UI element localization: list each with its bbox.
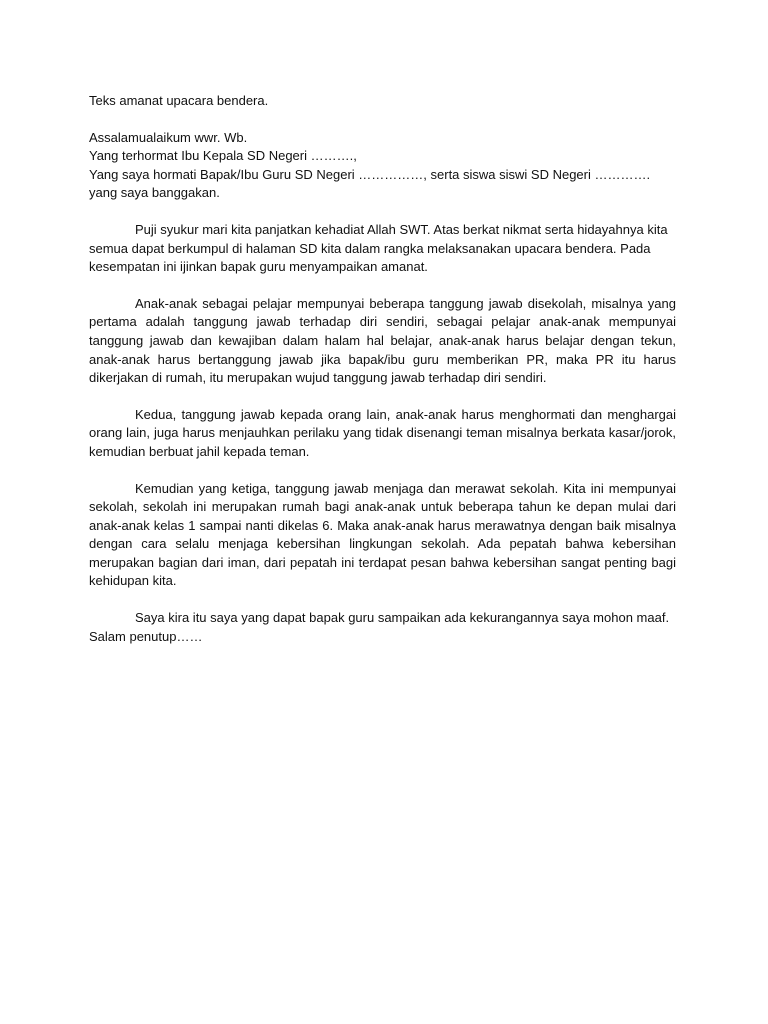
blank-line — [89, 388, 676, 406]
paragraph-responsibility-others: Kedua, tanggung jawab kepada orang lain, anak-anak harus menghormati dan menghargai orang lain, juga harus menjauhkan perilaku yang tidak disenangi teman misalnya berkata kasar/jorok, kemudian berbuat jahil kepada teman. — [89, 406, 676, 459]
paragraph-apology: Saya kira itu saya yang dapat bapak guru sampaikan ada kekurangannya saya mohon maaf. — [135, 610, 670, 626]
paragraph-opening: Puji syukur mari kita panjatkan kehadiat Allah SWT. Atas berkat nikmat serta hidayahnya kita semua dapat berkumpul di halaman SD kita dalam rangka melaksanakan upacara bendera. Pada kesempatan ini ijinkan bapak guru menyampaikan amanat. — [89, 221, 668, 275]
blank-line — [89, 591, 676, 609]
document-body — [89, 92, 676, 646]
document-title: Teks amanat upacara bendera. — [89, 93, 269, 108]
greeting-teachers-students: Yang saya hormati Bapak/Ibu Guru SD Negeri ……………, serta siswa siswi SD Negeri …………. yang saya banggakan. — [89, 166, 651, 201]
blank-line — [89, 203, 676, 221]
paragraph-responsibility-school: Kemudian yang ketiga, tanggung jawab menjaga dan merawat sekolah. Kita ini mempunyai sekolah, sekolah ini merupakan rumah bagi anak-anak untuk beberapa tahun ke depan mulai dari anak-anak kelas 1 sampai nanti dikelas 6. Maka anak-anak harus merawatnya dengan baik misalnya dengan cara selalu menjaga kebersihan lingkungan sekolah. Ada pepatah bahwa kebersihan merupakan bagian dari iman, dari pepatah ini terdapat pesan bahwa kebersihan sangat penting bagi kehidupan kita. — [89, 480, 676, 589]
blank-line — [89, 111, 676, 129]
paragraph-responsibility-self: Anak-anak sebagai pelajar mempunyai beberapa tanggung jawab disekolah, misalnya yang pertama adalah tanggung jawab terhadap diri sendiri, sebagai pelajar anak-anak mempunyai tanggung jawab dan kewajiban dalam halam hal belajar, anak-anak harus belajar dengan tekun, anak-anak harus bertanggung jawab jika bapak/ibu guru memberikan PR, maka PR itu harus dikerjakan di rumah, itu merupakan wujud tanggung jawab terhadap diri sendiri. — [89, 295, 676, 386]
blank-line — [89, 277, 676, 295]
greeting-principal: Yang terhormat Ibu Kepala SD Negeri ………., — [89, 148, 357, 164]
greeting-salutation: Assalamualaikum wwr. Wb. — [89, 129, 248, 145]
closing-line: Salam penutup…… — [89, 628, 203, 644]
blank-line — [89, 462, 676, 480]
